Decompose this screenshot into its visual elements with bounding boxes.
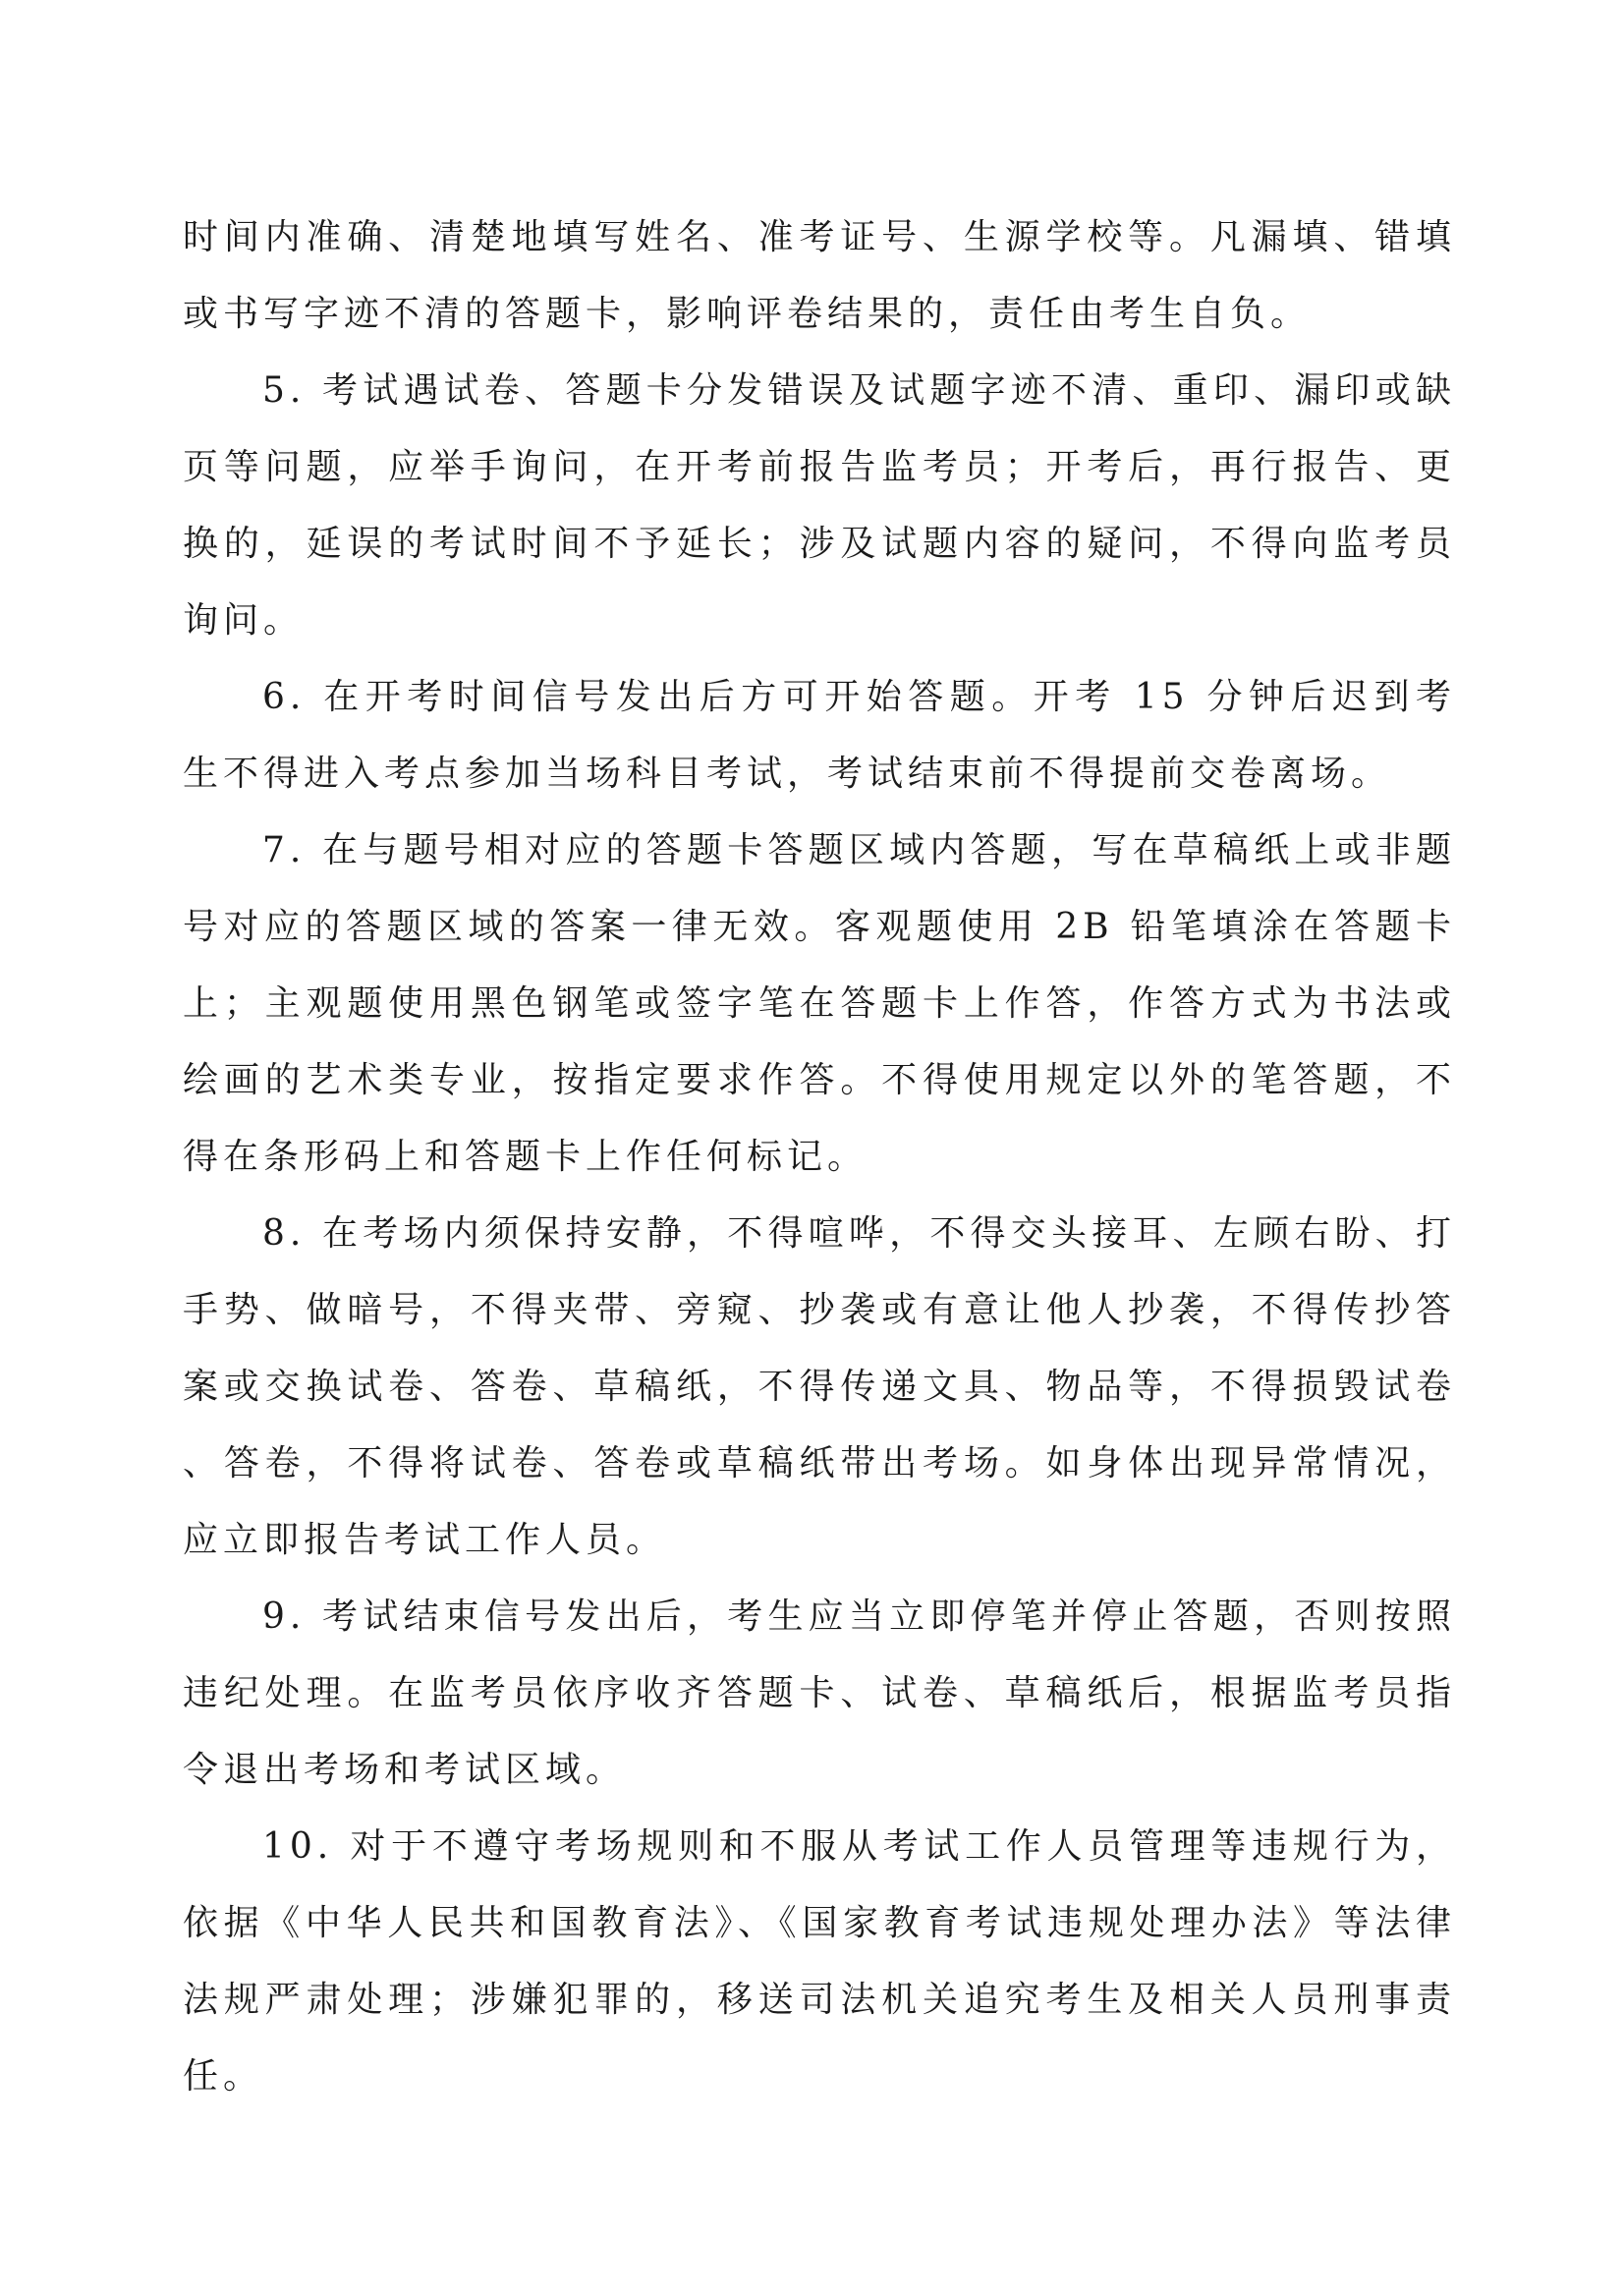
paragraph-rule-6: 6. 在开考时间信号发出后方可开始答题。开考 15 分钟后迟到考生不得进入考点参加当场科目考试，考试结束前不得提前交卷离场。 xyxy=(183,677,1456,794)
paragraph-rule-9: 9. 考试结束信号发出后，考生应当立即停笔并停止答题，否则按照违纪处理。在监考员依序收齐答题卡、试卷、草稿纸后，根据监考员指令退出考场和考试区域。 xyxy=(183,1596,1456,1790)
paragraph-rule-10: 10. 对于不遵守考场规则和不服从考试工作人员管理等违规行为，依据《中华人民共和国教育法》、《国家教育考试违规处理办法》等法律法规严肃处理；涉嫌犯罪的，移送司法机关追究考生及相关人员刑事责任。 xyxy=(183,1826,1456,2097)
paragraph-rule-7: 7. 在与题号相对应的答题卡答题区域内答题，写在草稿纸上或非题号对应的答题区域的答案一律无效。客观题使用 2B 铅笔填涂在答题卡上；主观题使用黑色钢笔或签字笔在答题卡上作答，作答方式为书法或绘画的艺术类专业，按指定要求作答。不得使用规定以外的笔答题，不得在条形码上和答题卡上作任何标记。 xyxy=(183,830,1456,1177)
paragraph-continued: 时间内准确、清楚地填写姓名、准考证号、生源学校等。凡漏填、错填或书写字迹不清的答题卡，影响评卷结果的，责任由考生自负。 xyxy=(183,217,1456,334)
document-body xyxy=(183,199,1456,2115)
paragraph-rule-8: 8. 在考场内须保持安静，不得喧哗，不得交头接耳、左顾右盼、打手势、做暗号，不得夹带、旁窥、抄袭或有意让他人抄袭，不得传抄答案或交换试卷、答卷、草稿纸，不得传递文具、物品等，不得损毁试卷、答卷，不得将试卷、答卷或草稿纸带出考场。如身体出现异常情况，应立即报告考试工作人员。 xyxy=(183,1213,1456,1560)
paragraph-rule-5: 5. 考试遇试卷、答题卡分发错误及试题字迹不清、重印、漏印或缺页等问题，应举手询问，在开考前报告监考员；开考后，再行报告、更换的，延误的考试时间不予延长；涉及试题内容的疑问，不得向监考员询问。 xyxy=(183,370,1456,641)
